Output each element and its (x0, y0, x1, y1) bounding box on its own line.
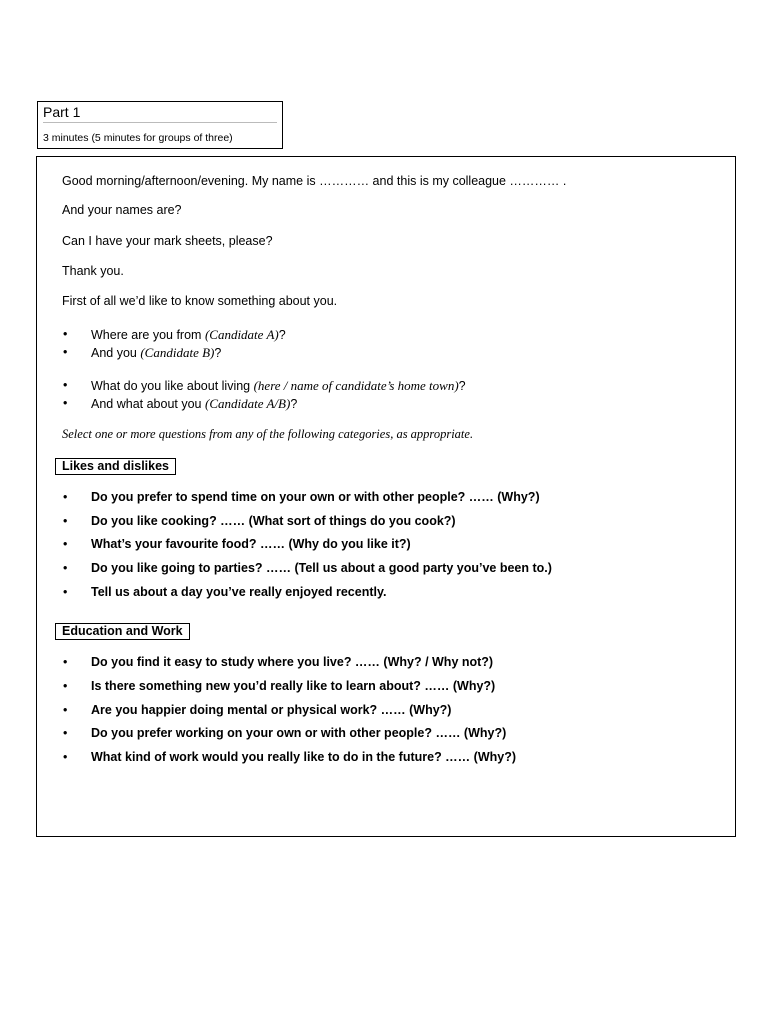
candidate-question: And what about you (Candidate A/B)? (91, 396, 298, 411)
part-timing: 3 minutes (5 minutes for groups of three) (43, 132, 233, 144)
names-line: And your names are? (62, 203, 182, 217)
bullet-icon: • (63, 561, 68, 575)
candidate-question: Where are you from (Candidate A)? (91, 327, 286, 342)
category-label-likes: Likes and dislikes (55, 458, 176, 475)
question-item: Tell us about a day you’ve really enjoyed recently. (91, 585, 387, 599)
mark-sheets-line: Can I have your mark sheets, please? (62, 234, 273, 248)
question-item: Do you prefer to spend time on your own or with other people? …… (Why?) (91, 490, 540, 504)
instruction-note: Select one or more questions from any of the following categories, as appropriate. (62, 427, 474, 441)
part-header-box (37, 101, 283, 149)
bullet-icon: • (63, 726, 68, 740)
question-item: Do you like cooking? …… (What sort of things do you cook?) (91, 514, 456, 528)
bullet-icon: • (63, 378, 68, 392)
first-of-all-line: First of all we’d like to know something about you. (62, 294, 338, 308)
bullet-icon: • (63, 396, 68, 410)
question-item: Are you happier doing mental or physical work? …… (Why?) (91, 703, 452, 717)
bullet-icon: • (63, 679, 68, 693)
question-item: Is there something new you’d really like to learn about? …… (Why?) (91, 679, 496, 693)
interlocutor-script-box (36, 156, 736, 837)
bullet-icon: • (63, 514, 68, 528)
bullet-icon: • (63, 703, 68, 717)
bullet-icon: • (63, 655, 68, 669)
header-divider (43, 122, 277, 123)
bullet-icon: • (63, 490, 68, 504)
bullet-icon: • (63, 585, 68, 599)
question-item: Do you like going to parties? …… (Tell us about a good party you’ve been to.) (91, 561, 552, 575)
thanks-line: Thank you. (62, 264, 124, 278)
bullet-icon: • (63, 750, 68, 764)
question-item: What’s your favourite food? …… (Why do you like it?) (91, 537, 411, 551)
bullet-icon: • (63, 327, 68, 341)
question-item: Do you find it easy to study where you live? …… (Why? / Why not?) (91, 655, 494, 669)
greeting-line: Good morning/afternoon/evening. My name is ………… and this is my colleague ………… . (62, 174, 567, 188)
candidate-question: And you (Candidate B)? (91, 345, 222, 360)
bullet-icon: • (63, 537, 68, 551)
candidate-question: What do you like about living (here / name of candidate’s home town)? (91, 378, 466, 393)
question-item: Do you prefer working on your own or with other people? …… (Why?) (91, 726, 507, 740)
bullet-icon: • (63, 345, 68, 359)
part-title: Part 1 (43, 104, 81, 120)
category-label-education: Education and Work (55, 623, 190, 640)
question-item: What kind of work would you really like to do in the future? …… (Why?) (91, 750, 516, 764)
